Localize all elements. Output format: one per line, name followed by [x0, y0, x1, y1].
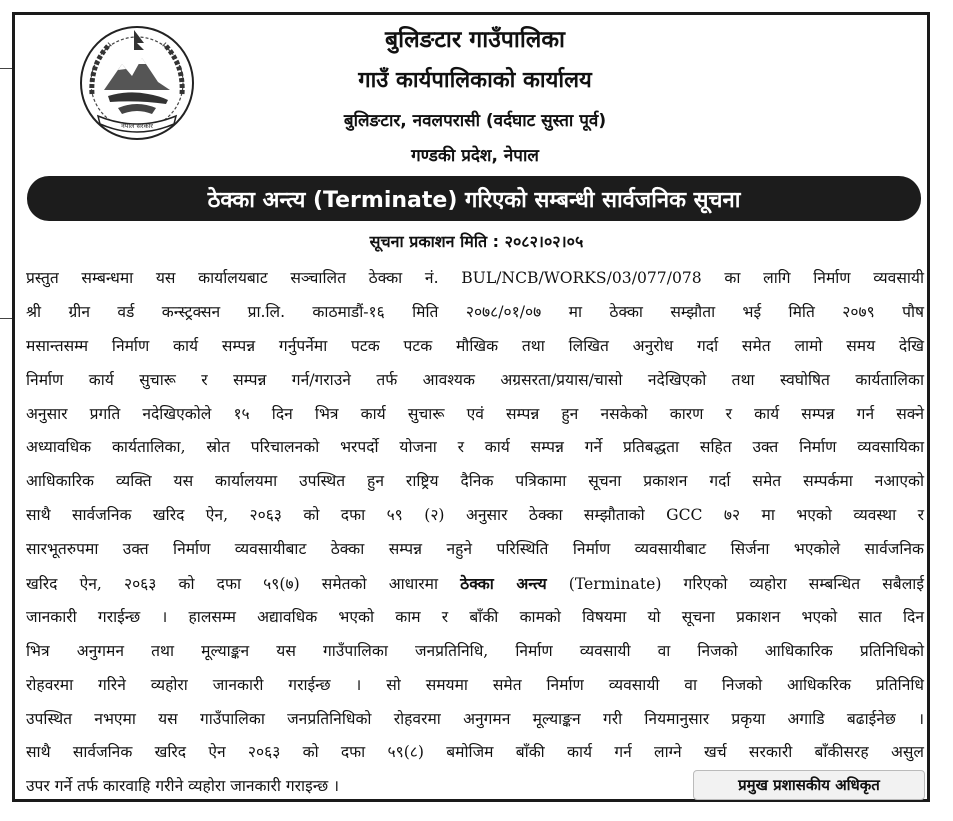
province-line: गण्डकी प्रदेश, नेपाल [411, 146, 539, 166]
body-line: साथै सार्वजनिक खरिद ऐन, २०६३ को दफा ५९ (२) अनुसार ठेक्का सम्झौताको GCC ७२ मा भएको व्यवस्था र [26, 506, 924, 525]
body-line-terminate [26, 567, 924, 601]
office-address: बुलिङटार, नवलपरासी (वर्दघाट सुस्ता पूर्व) [343, 111, 607, 131]
body-line: रोहवरमा गरिने व्यहोरा जानकारी गराईन्छ । सो समयमा समेत निर्माण व्यवसायी वा निजको आधिकरिक प्रतिनिधि [26, 675, 924, 694]
body-line: अध्यावधिक कार्यतालिका, स्रोत परिचालनको भरपर्दो योजना र कार्य सम्पन्न गर्ने प्रतिबद्धता सहित उक्त निर्माण व्यवसायिका [26, 438, 924, 457]
body-line: साथै सार्वजनिक खरिद ऐन २०६३ को दफा ५९(८) बमोजिम बाँकी कार्य गर्न लाग्ने खर्च सरकारी बाँकीसरह असुल [26, 743, 924, 762]
publication-date: सूचना प्रकाशन मिति : २०८२।०२।०५ [369, 232, 584, 251]
body-line: सारभूतरुपमा उक्त निर्माण व्यवसायीबाट ठेक्का सम्पन्न नहुने परिस्थिति निर्माण व्यवसायीबाट सिर्जना भएकोले सार्वजनिक [26, 540, 924, 559]
body-line-terminate-before: खरिद ऐन, २०६३ को दफा ५९(७) समेतको आधारमा [26, 575, 461, 594]
notice-body [26, 262, 924, 804]
terminate-emphasis: ठेक्का अन्त्य [460, 574, 547, 594]
body-line: श्री ग्रीन वर्ड कन्स्ट्रक्सन प्रा.लि. काठमाडौं-१६ मिति २०७८/०१/०७ मा ठेक्का सम्झौता भई मिति २०७९ पौष [26, 302, 924, 321]
body-line: उपस्थित नभएमा यस गाउँपालिका जनप्रतिनिधिको रोहवरमा अनुगमन मूल्याङ्कन गरी नियमानुसार प्रकृया अगाडि बढाईनेछ । [26, 709, 924, 728]
body-line: प्रस्तुत सम्बन्धमा यस कार्यालयबाट सञ्चालित ठेक्का नं. BUL/NCB/WORKS/03/077/078 का लागि निर्माण व्यवसायी [26, 269, 924, 287]
nepal-emblem-icon [78, 24, 196, 142]
municipality-name: बुलिङटार गाउँपालिका [384, 27, 565, 53]
office-name: गाउँ कार्यपालिकाको कार्यालय [358, 68, 592, 93]
body-line: जानकारी गराईन्छ । हालसम्म अद्यावधिक भएको काम र बाँकी कामको विषयमा यो सूचना प्रकाशन भएको सात दिन [26, 607, 924, 626]
body-line: अनुसार प्रगति नदेखिएकोले १५ दिन भित्र कार्य सुचारू एवं सम्पन्न हुन नसकेको कारण र कार्य सम्पन्न गर्न सक्ने [26, 404, 924, 423]
emblem-seal-text: नेपाल सरकार [121, 122, 153, 130]
notice-title: ठेक्का अन्त्य (Terminate) गरिएको सम्बन्धी सार्वजनिक सूचना [207, 187, 741, 213]
margin-tick-top [0, 68, 12, 69]
body-line: भित्र अनुगमन तथा मूल्याङ्कन यस गाउँपालिका जनप्रतिनिधि, निर्माण व्यवसायी वा निजको आधिकारिक प्रतिनिधिको [26, 641, 924, 660]
body-line: निर्माण कार्य सुचारू र सम्पन्न गर्न/गराउने तर्फ आवश्यक अग्रसरता/प्रयास/चासो नदेखिएको तथा स्वघोषित कार्यतालिका [26, 370, 924, 389]
notice-title-banner [27, 176, 921, 221]
body-line: आधिकारिक व्यक्ति यस कार्यालयमा उपस्थित हुन राष्ट्रिय दैनिक पत्रिकामा सूचना प्रकाशन गर्दा समेत सम्पर्कमा नआएको [26, 472, 924, 491]
signature-title: प्रमुख प्रशासकीय अधिकृत [693, 770, 925, 800]
body-line: मसान्तसम्म निर्माण कार्य सम्पन्न गर्नुपर्नेमा पटक पटक मौखिक तथा लिखित अनुरोध गर्दा समेत लामो समय देखि [26, 336, 924, 355]
body-line-terminate-after: (Terminate) गरिएको व्यहोरा सम्बन्धित सबैलाई [546, 575, 924, 594]
margin-tick-bottom [0, 318, 12, 319]
body-line: उपर गर्ने तर्फ कारवाहि गरीने व्यहोरा जानकारी गराइन्छ । [26, 777, 340, 796]
